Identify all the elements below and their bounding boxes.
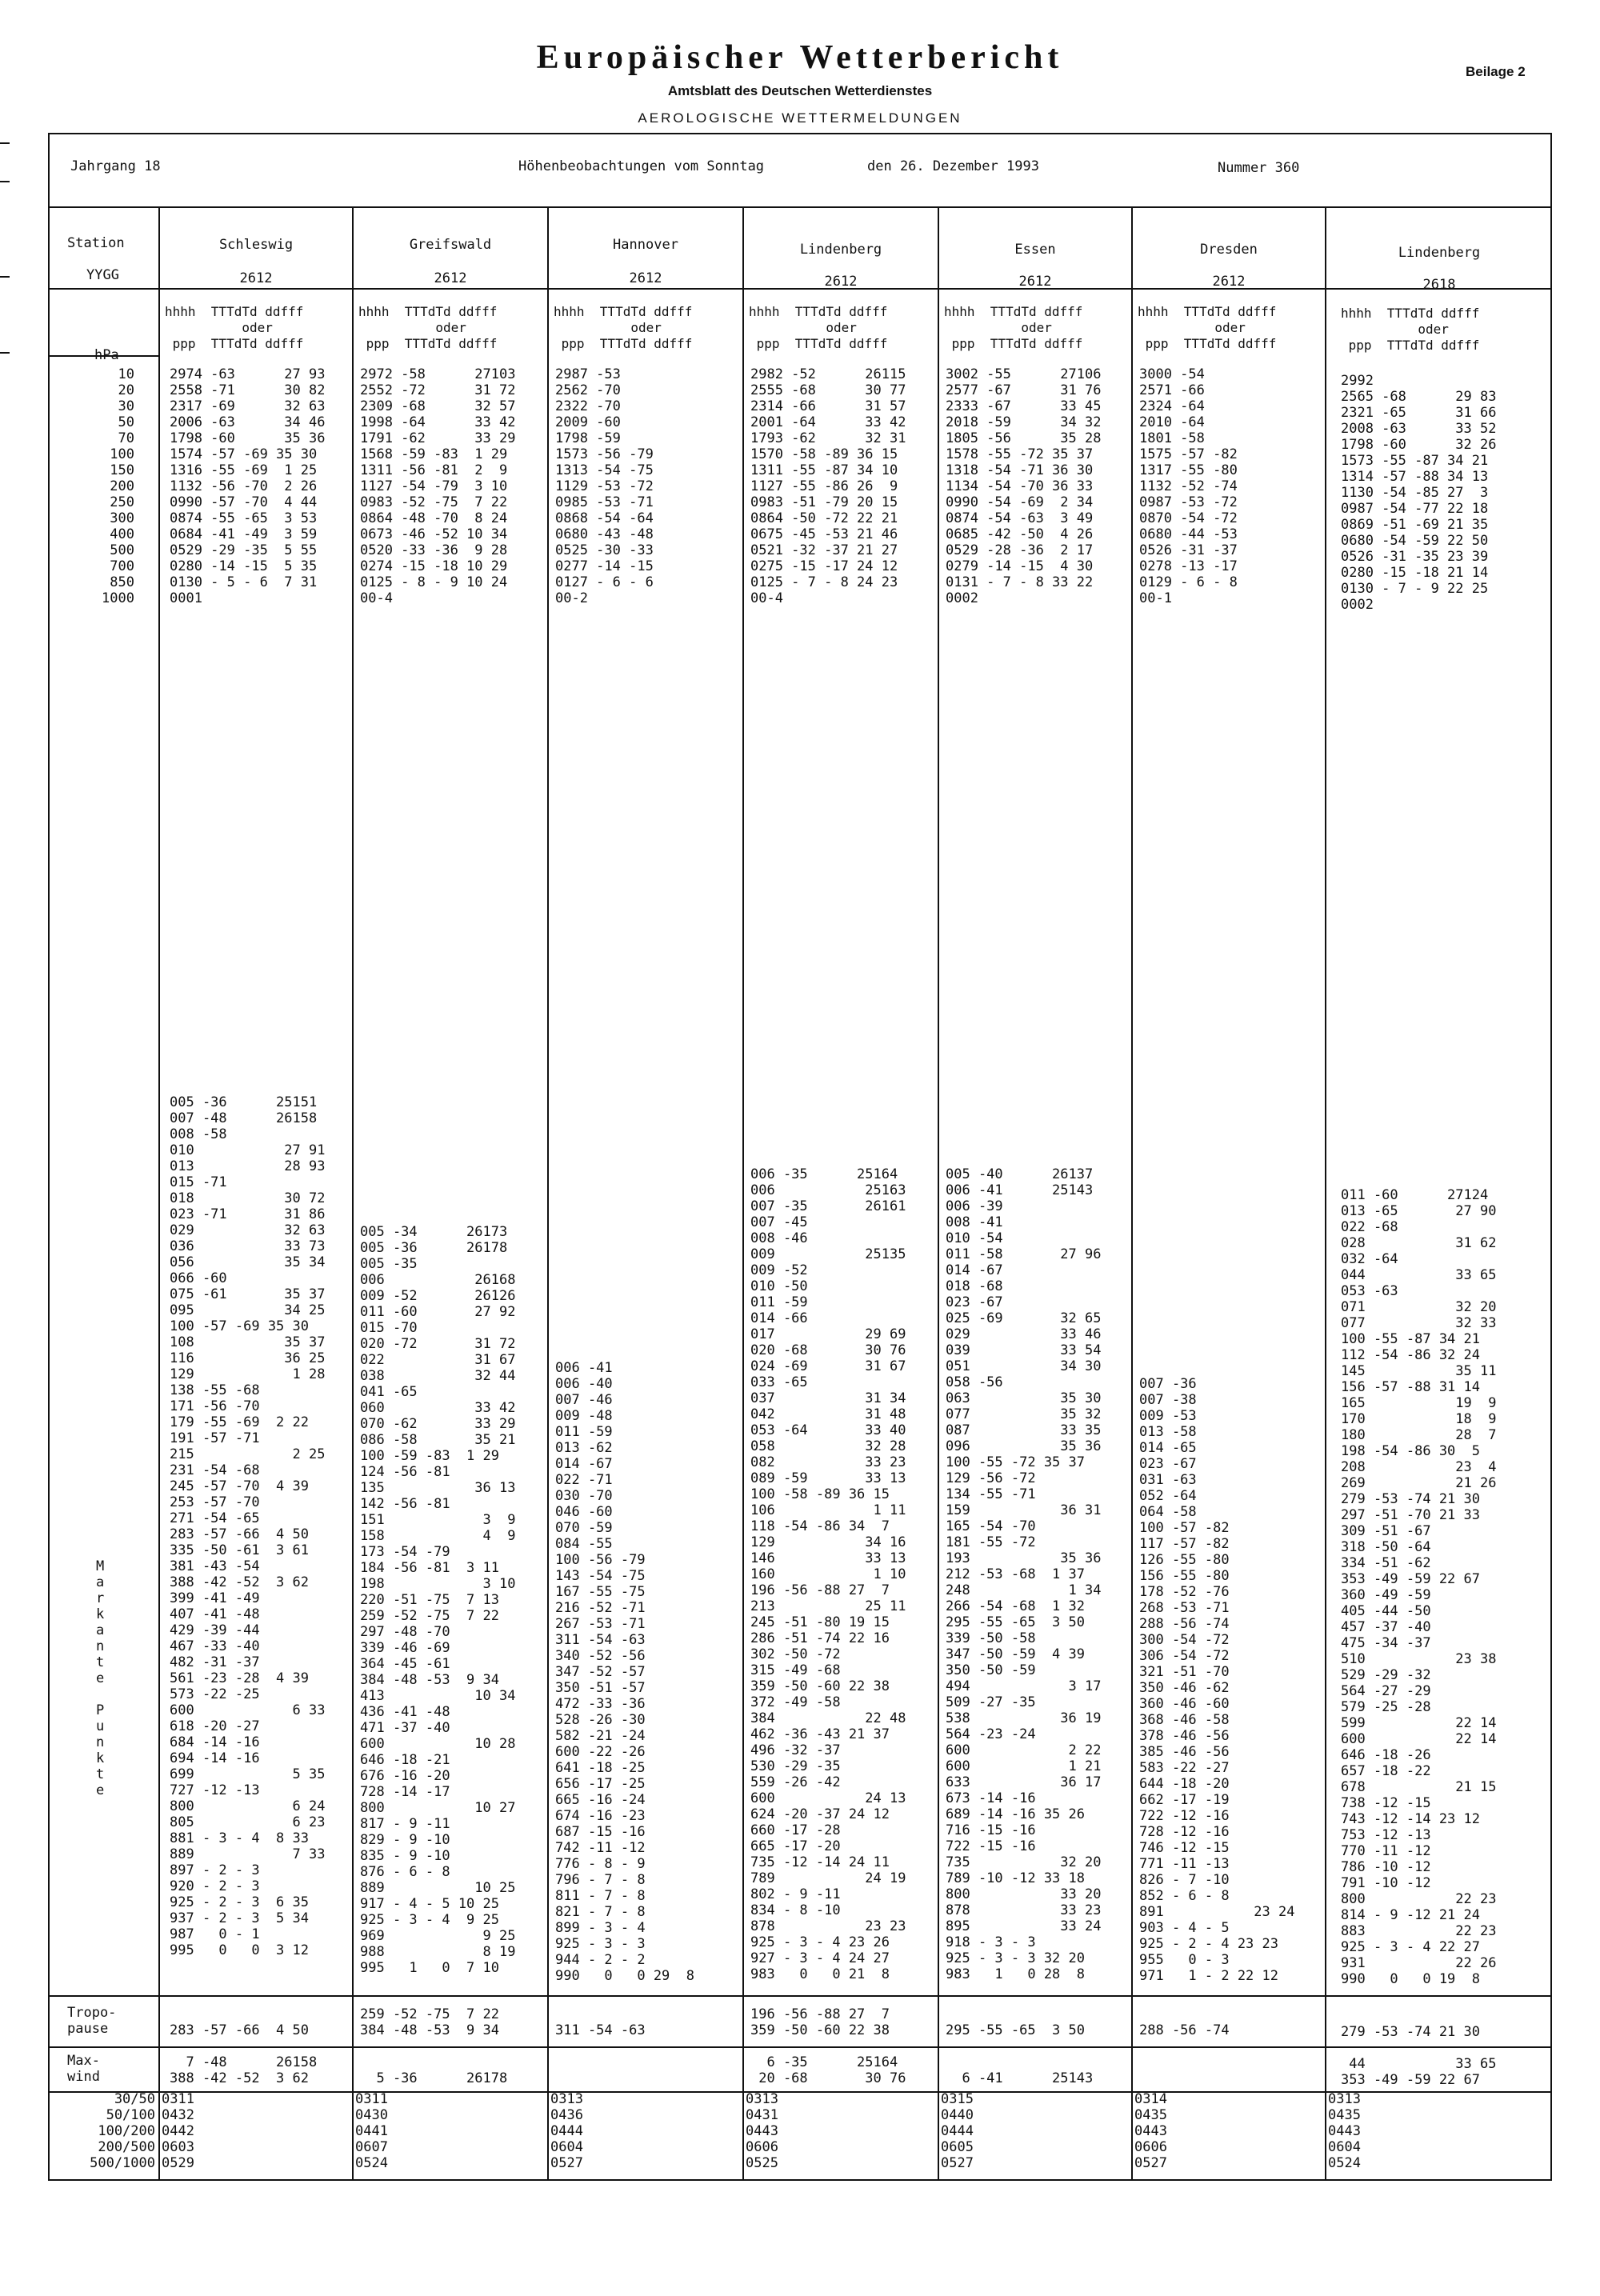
- publication-subtitle: Amtsblatt des Deutschen Wetterdienstes: [667, 83, 933, 98]
- station-yygg: 2612: [1212, 274, 1246, 290]
- station-name: Essen: [1014, 242, 1056, 258]
- column-rule: [1131, 206, 1133, 2181]
- column-rule: [158, 206, 160, 2181]
- layer-labels: 30/50 50/100 100/200 200/500 500/1000: [90, 2091, 155, 2171]
- standard-levels: 2992 2565 -68 29 83 2321 -65 31 66 2008 -63 33 52 1798 -60 32 26 1573 -55 -87 34 21 1314 -57 -88 34 13 1130 -54 -85 27 3 0987 -54 -77 22 18 0869 -51 -69 21 35 0680 -54 -59 22 50 0526 -31 -35 23 39 0280 -15 -18 21 14 0130 - 7 - 9 22 25 0002: [1341, 373, 1497, 613]
- maxwind-values: 44 33 65 353 -49 -59 22 67: [1341, 2056, 1497, 2088]
- station-yygg: 2612: [1018, 274, 1052, 290]
- observation-label: Höhenbeobachtungen vom Sonntag: [518, 158, 765, 174]
- station-yygg: 2612: [434, 270, 467, 286]
- marked-points: 005 -40 26137 006 -41 25143 006 -39 008 -41 010 -54 011 -58 27 96 014 -67 018 -68 023 -67 025 -69 32 65 029 33 46 039 33 54 051 34 30 058 -56 063 35 30 077 35 32 087 33 35 096 35 36 100 -55 -72 35 37 129 -56 -72 134 -55 -71 159 36 31 165 -54 -70 181 -55 -72 193 35 36 212 -53 -68 1 37 248 1 34 266 -54 -68 1 32 295 -55 -65 3 50 339 -50 -58 347 -50 -59 4 39 350 -50 -59 494 3 17 509 -27 -35 538 36 19 564 -23 -24 600 2 22 600 1 21 633 36 17 673 -14 -16 689 -14 -16 35 26 716 -15 -16 722 -15 -16 735 32 20 789 -10 -12 33 18 800 33 20 878 33 23 895 33 24 918 - 3 - 3 925 - 3 - 3 32 20 983 1 0 28 8: [946, 1166, 1102, 1982]
- margin-tick: [0, 142, 10, 144]
- column-header: hhhh TTTdTd ddfff oder ppp TTTdTd ddfff: [358, 304, 498, 351]
- divider: [48, 2046, 1552, 2048]
- hpa-label: hPa: [94, 347, 119, 363]
- maxwind-values: 6 -41 25143: [962, 2070, 1094, 2086]
- layer-values: 0313 0435 0443 0604 0524: [1328, 2091, 1361, 2171]
- standard-levels: 3000 -54 2571 -66 2324 -64 2010 -64 1801 -58 1575 -57 -82 1317 -55 -80 1132 -52 -74 0987 -53 -72 0870 -54 -72 0680 -44 -53 0526 -31 -37 0278 -13 -17 0129 - 6 - 8 00-1: [1139, 366, 1238, 606]
- station-name: Dresden: [1200, 242, 1258, 258]
- maxwind-label: Max- wind: [67, 2053, 100, 2085]
- marked-points: 005 -36 25151 007 -48 26158 008 -58 010 27 91 013 28 93 015 -71 018 30 72 023 -71 31 86 029 32 63 036 33 73 056 35 34 066 -60 075 -61 35 37 095 34 25 100 -57 -69 35 30 108 35 37 116 36 25 129 1 28 138 -55 -68 171 -56 -70 179 -55 -69 2 22 191 -57 -71 215 2 25 231 -54 -68 245 -57 -70 4 39 253 -57 -70 271 -54 -65 283 -57 -66 4 50 335 -50 -61 3 61 381 -43 -54 388 -42 -52 3 62 399 -41 -49 407 -41 -48 429 -39 -44 467 -33 -40 482 -31 -37 561 -23 -28 4 39 573 -22 -25 600 6 33 618 -20 -27 684 -14 -16 694 -14 -16 699 5 35 727 -12 -13 800 6 24 805 6 23 881 - 3 - 4 8 33 889 7 33 897 - 2 - 3 920 - 2 - 3 925 - 2 - 3 6 35 937 - 2 - 3 5 34 987 0 - 1 995 0 0 3 12: [170, 1094, 326, 1958]
- standard-levels: 3002 -55 27106 2577 -67 31 76 2333 -67 33 45 2018 -59 34 32 1805 -56 35 28 1578 -55 -72 35 37 1318 -54 -71 36 30 1134 -54 -70 36 33 0990 -54 -69 2 34 0874 -54 -63 3 49 0685 -42 -50 4 26 0529 -28 -36 2 17 0279 -14 -15 4 30 0131 - 7 - 8 33 22 0002: [946, 366, 1102, 606]
- layer-values: 0311 0432 0442 0603 0529: [162, 2091, 194, 2171]
- maxwind-values: 6 -35 25164 20 -68 30 76: [758, 2054, 906, 2086]
- column-header: hhhh TTTdTd ddfff oder ppp TTTdTd ddfff: [554, 304, 693, 351]
- marked-points-label: M a r k a n t e P u n k t e: [96, 1558, 105, 1798]
- standard-levels: 2974 -63 27 93 2558 -71 30 82 2317 -69 32 63 2006 -63 34 46 1798 -60 35 36 1574 -57 -69 35 30 1316 -55 -69 1 25 1132 -56 -70 2 26 0990 -57 -70 4 44 0874 -55 -65 3 53 0684 -41 -49 3 59 0529 -29 -35 5 55 0280 -14 -15 5 35 0130 - 5 - 6 7 31 0001: [170, 366, 326, 606]
- divider: [48, 1995, 1552, 1997]
- tropopause-values: 311 -54 -63: [555, 2022, 646, 2038]
- column-header: hhhh TTTdTd ddfff oder ppp TTTdTd ddfff: [1341, 306, 1480, 353]
- layer-values: 0315 0440 0444 0605 0527: [941, 2091, 974, 2171]
- tropopause-values: 288 -56 -74: [1139, 2022, 1230, 2038]
- tropopause-values: 279 -53 -74 21 30: [1341, 2024, 1480, 2040]
- column-header: hhhh TTTdTd ddfff oder ppp TTTdTd ddfff: [1138, 304, 1277, 351]
- station-yygg: 2612: [629, 270, 662, 286]
- maxwind-values: 7 -48 26158 388 -42 -52 3 62: [170, 2054, 318, 2086]
- column-rule: [547, 206, 549, 2181]
- standard-levels: 2982 -52 26115 2555 -68 30 77 2314 -66 31 57 2001 -64 33 42 1793 -62 32 31 1570 -58 -89 36 15 1311 -55 -87 34 10 1127 -55 -86 26 9 0983 -51 -79 20 15 0864 -50 -72 22 21 0675 -45 -53 21 46 0521 -32 -37 21 27 0275 -15 -17 24 12 0125 - 7 - 8 24 23 00-4: [750, 366, 906, 606]
- divider: [48, 2091, 1552, 2093]
- divider: [48, 206, 1552, 208]
- issue-number: Nummer 360: [1218, 160, 1300, 176]
- tropopause-values: 196 -56 -88 27 7 359 -50 -60 22 38: [750, 2006, 890, 2038]
- column-header: hhhh TTTdTd ddfff oder ppp TTTdTd ddfff: [749, 304, 888, 351]
- station-yygg: 2612: [239, 270, 273, 286]
- station-name: Hannover: [613, 237, 678, 253]
- marked-points: 006 -35 25164 006 25163 007 -35 26161 007 -45 008 -46 009 25135 009 -52 010 -50 011 -59 014 -66 017 29 69 020 -68 30 76 024 -69 31 67 033 -65 037 31 34 042 31 48 053 -64 33 40 058 32 28 082 33 23 089 -59 33 13 100 -58 -89 36 15 106 1 11 118 -54 -86 34 7 129 34 16 146 33 13 160 1 10 196 -56 -88 27 7 213 25 11 245 -51 -80 19 15 286 -51 -74 22 16 302 -50 -72 315 -49 -68 359 -50 -60 22 38 372 -49 -58 384 22 48 462 -36 -43 21 37 496 -32 -37 530 -29 -35 559 -26 -42 600 24 13 624 -20 -37 24 12 660 -17 -28 665 -17 -20 735 -12 -14 24 11 789 24 19 802 - 9 -11 834 - 8 -10 878 23 23 925 - 3 - 4 23 26 927 - 3 - 4 24 27 983 0 0 21 8: [750, 1166, 906, 1982]
- marked-points: 006 -41 006 -40 007 -46 009 -48 011 -59 013 -62 014 -67 022 -71 030 -70 046 -60 070 -59 084 -55 100 -56 -79 143 -54 -75 167 -55 -75 216 -52 -71 267 -53 -71 311 -54 -63 340 -52 -56 347 -52 -57 350 -51 -57 472 -33 -36 528 -26 -30 582 -21 -24 600 -22 -26 641 -18 -25 656 -17 -25 665 -16 -24 674 -16 -23 687 -15 -16 742 -11 -12 776 - 8 - 9 796 - 7 - 8 811 - 7 - 8 821 - 7 - 8 899 - 3 - 4 925 - 3 - 3 944 - 2 - 2 990 0 0 29 8: [555, 1360, 694, 1984]
- station-yygg: 2612: [824, 274, 858, 290]
- column-rule: [938, 206, 939, 2181]
- standard-levels: 2987 -53 2562 -70 2322 -70 2009 -60 1798 -59 1573 -56 -79 1313 -54 -75 1129 -53 -72 0985 -53 -71 0868 -54 -64 0680 -43 -48 0525 -30 -33 0277 -14 -15 0127 - 6 - 6 00-2: [555, 366, 654, 606]
- marked-points: 007 -36 007 -38 009 -53 013 -58 014 -65 023 -67 031 -63 052 -64 064 -58 100 -57 -82 117 -57 -82 126 -55 -80 156 -55 -80 178 -52 -76 268 -53 -71 288 -56 -74 300 -54 -72 306 -54 -72 321 -51 -70 350 -46 -62 360 -46 -60 368 -46 -58 378 -46 -56 385 -46 -56 583 -22 -27 644 -18 -20 662 -17 -19 722 -12 -16 728 -12 -16 746 -12 -15 771 -11 -13 826 - 7 -10 852 - 6 - 8 891 23 24 903 - 4 - 5 925 - 2 - 4 23 23 955 0 - 3 971 1 - 2 22 12: [1139, 1376, 1295, 1984]
- maxwind-values: 5 -36 26178: [376, 2070, 508, 2086]
- margin-tick: [0, 352, 10, 354]
- station-name: Lindenberg: [1398, 245, 1481, 261]
- station-name: Schleswig: [218, 237, 294, 253]
- station-yygg: 2618: [1422, 277, 1456, 293]
- tropopause-values: 259 -52 -75 7 22 384 -48 -53 9 34: [360, 2006, 499, 2038]
- tropopause-values: 283 -57 -66 4 50: [170, 2022, 309, 2038]
- report-date: den 26. Dezember 1993: [867, 158, 1039, 174]
- station-name: Greifswald: [409, 237, 492, 253]
- margin-tick: [0, 181, 10, 182]
- pressure-levels: 10 20 30 50 70 100 150 200 250 300 400 500 700 850 1000: [102, 366, 134, 606]
- tropopause-values: 295 -55 -65 3 50: [946, 2022, 1085, 2038]
- margin-tick: [0, 276, 10, 278]
- column-rule: [742, 206, 744, 2181]
- standard-levels: 2972 -58 27103 2552 -72 31 72 2309 -68 32 57 1998 -64 33 42 1791 -62 33 29 1568 -59 -83 1 29 1311 -56 -81 2 9 1127 -54 -79 3 10 0983 -52 -75 7 22 0864 -48 -70 8 24 0673 -46 -52 10 34 0520 -33 -36 9 28 0274 -15 -18 10 29 0125 - 8 - 9 10 24 00-4: [360, 366, 516, 606]
- station-label: Station: [67, 235, 125, 251]
- marked-points: 011 -60 27124 013 -65 27 90 022 -68 028 31 62 032 -64 044 33 65 053 -63 071 32 20 077 32 33 100 -55 -87 34 21 112 -54 -86 32 24 145 35 11 156 -57 -88 31 14 165 19 9 170 18 9 180 28 7 198 -54 -86 30 5 208 23 4 269 21 26 279 -53 -74 21 30 297 -51 -70 21 33 309 -51 -67 318 -50 -64 334 -51 -62 353 -49 -59 22 67 360 -49 -59 405 -44 -50 457 -37 -40 475 -34 -37 510 23 38 529 -29 -32 564 -27 -29 579 -25 -28 599 22 14 600 22 14 646 -18 -26 657 -18 -22 678 21 15 738 -12 -15 743 -12 -14 23 12 753 -12 -13 770 -11 -12 786 -10 -12 791 -10 -12 800 22 23 814 - 9 -12 21 24 883 22 23 925 - 3 - 4 22 27 931 22 26 990 0 0 19 8: [1341, 1187, 1497, 1987]
- column-header: hhhh TTTdTd ddfff oder ppp TTTdTd ddfff: [944, 304, 1083, 351]
- supplement-label: Beilage 2: [1466, 64, 1526, 79]
- yygg-label: YYGG: [86, 267, 119, 283]
- layer-values: 0311 0430 0441 0607 0524: [355, 2091, 388, 2171]
- publication-title: Europäischer Wetterbericht: [536, 39, 1064, 76]
- layer-values: 0314 0435 0443 0606 0527: [1134, 2091, 1167, 2171]
- column-rule: [1325, 206, 1326, 2181]
- volume-label: Jahrgang 18: [70, 158, 161, 174]
- column-rule: [352, 206, 354, 2181]
- layer-values: 0313 0431 0443 0606 0525: [746, 2091, 778, 2171]
- station-name: Lindenberg: [799, 242, 882, 258]
- marked-points: 005 -34 26173 005 -36 26178 005 -35 006 26168 009 -52 26126 011 -60 27 92 015 -70 020 -72 31 72 022 31 67 038 32 44 041 -65 060 33 42 070 -62 33 29 086 -58 35 21 100 -59 -83 1 29 124 -56 -81 135 36 13 142 -56 -81 151 3 9 158 4 9 173 -54 -79 184 -56 -81 3 11 198 3 10 220 -51 -75 7 13 259 -52 -75 7 22 297 -48 -70 339 -46 -69 364 -45 -61 384 -48 -53 9 34 413 10 34 436 -41 -48 471 -37 -40 600 10 28 646 -18 -21 676 -16 -20 728 -14 -17 800 10 27 817 - 9 -11 829 - 9 -10 835 - 9 -10 876 - 6 - 8 889 10 25 917 - 4 - 5 10 25 925 - 3 - 4 9 25 969 9 25 988 8 19 995 1 0 7 10: [360, 1224, 516, 1976]
- column-header: hhhh TTTdTd ddfff oder ppp TTTdTd ddfff: [165, 304, 304, 351]
- tropopause-label: Tropo- pause: [67, 2005, 117, 2037]
- section-title: AEROLOGISCHE WETTERMELDUNGEN: [638, 110, 962, 126]
- layer-values: 0313 0436 0444 0604 0527: [550, 2091, 583, 2171]
